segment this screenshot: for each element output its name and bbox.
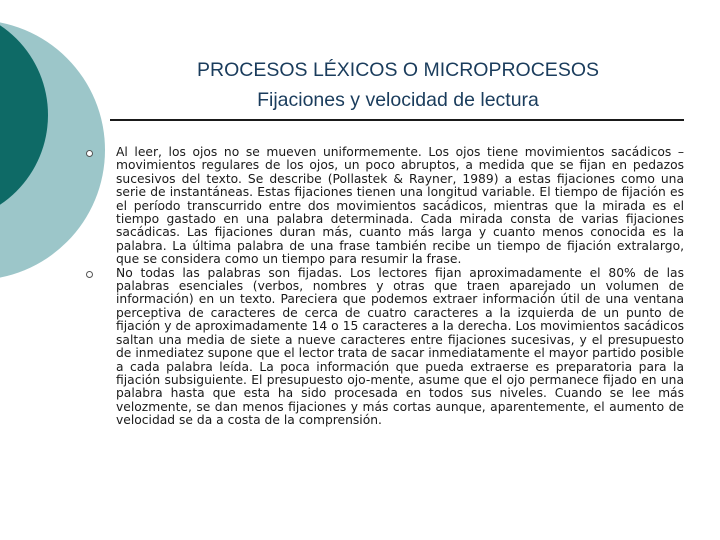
slide-title	[118, 55, 678, 115]
bullet-icon	[86, 271, 93, 278]
paragraph-2-text: No todas las palabras son fijadas. Los lectores fijan aproximadamente el 80% de las palabras esenciales (verbos, nombres y otras que traen aparejado un volumen de información) en un texto. Pareciera que podemos extraer información útil de una ventana perceptiva de caracteres de cerca de cuatro caracteres a la izquierda de un punto de fijación y de aproximadamente 14 o 15 caracteres a la derecha. Los movimientos sacádicos saltan una media de siete a nueve caracteres entre fijaciones sucesivas, y el presupuesto de inmediatez supone que el lector trata de sacar inmediatamente el mayor partido posible a cada palabra leída. La poca información que pueda extraerse es preparatoria para la fijación subsiguiente. El presupuesto ojo-mente, asume que el ojo permanece fijado en una palabra hasta que esta ha sido procesada en todos sus niveles. Cuando se lee más velozmente, se dan menos fijaciones y más cortas aunque, aparentemente, el aumento de velocidad se da a costa de la comprensión.	[116, 265, 684, 428]
title-line-2: Fijaciones y velocidad de lectura	[257, 89, 539, 111]
paragraph-2	[86, 267, 684, 428]
paragraph-1	[86, 146, 684, 267]
title-line-1: PROCESOS LÉXICOS O MICROPROCESOS	[197, 59, 599, 81]
title-divider	[110, 119, 684, 121]
body-text	[86, 146, 684, 428]
paragraph-1-text: Al leer, los ojos no se mueven uniformemente. Los ojos tiene movimientos sacádicos – movimientos regulares de los ojos, un poco abruptos, a medida que se fijan en pedazos sucesivos del texto. Se describe (Pollastek & Rayner, 1989) a estas fijaciones como una serie de instantáneas. Estas fijaciones tienen una longitud variable. El tiempo de fijación es el período transcurrido entre dos movimientos sacádicos, mientras que la mirada es el tiempo gastado en una palabra determinada. Cada mirada consta de varias fijaciones sacádicas. Las fijaciones duran más, cuanto más larga y cuanto menos conocida es la palabra. La última palabra de una frase también recibe un tiempo de fijación extralargo, que se considera como un tiempo para resumir la frase.	[116, 145, 684, 267]
bullet-icon	[86, 150, 93, 157]
